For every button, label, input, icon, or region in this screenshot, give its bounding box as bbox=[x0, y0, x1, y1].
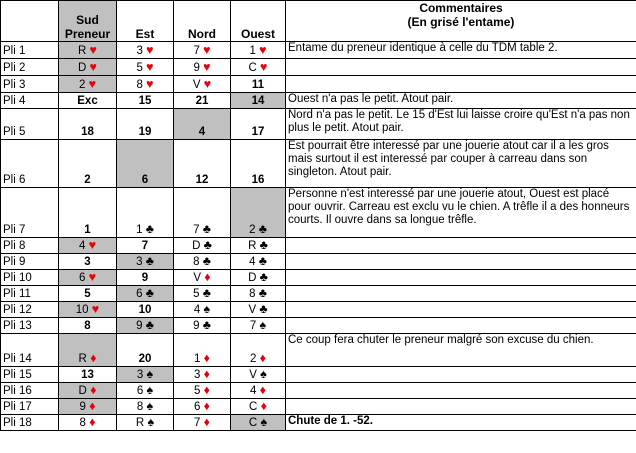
card-value: V bbox=[248, 304, 257, 316]
card-value: 7 bbox=[193, 45, 200, 57]
table-row bbox=[1, 254, 636, 270]
card-est bbox=[117, 254, 174, 270]
table-row bbox=[1, 109, 636, 140]
diamond-suit-icon: ♦ bbox=[260, 399, 267, 413]
card-est bbox=[117, 93, 174, 109]
card-value: D bbox=[78, 62, 87, 74]
club-suit-icon: ♣ bbox=[202, 254, 211, 268]
trick-label: Pli 16 bbox=[1, 383, 59, 399]
card-ouest bbox=[231, 334, 286, 367]
club-suit-icon: ♣ bbox=[202, 222, 211, 236]
diamond-suit-icon: ♦ bbox=[89, 399, 96, 413]
card-value: 16 bbox=[251, 174, 265, 186]
table-row bbox=[1, 302, 636, 318]
diamond-suit-icon: ♦ bbox=[90, 351, 97, 365]
header-ouest: Ouest bbox=[231, 1, 286, 42]
diamond-suit-icon: ♦ bbox=[259, 351, 266, 365]
heart-suit-icon: ♥ bbox=[203, 43, 211, 57]
card-nord bbox=[174, 140, 231, 188]
header-nord: Nord bbox=[174, 1, 231, 42]
card-value: 9 bbox=[136, 320, 143, 332]
card-sud bbox=[59, 254, 117, 270]
card-value: C bbox=[248, 417, 258, 429]
card-value: 3 bbox=[194, 369, 201, 381]
card-est bbox=[117, 109, 174, 140]
heart-suit-icon: ♥ bbox=[260, 60, 268, 74]
card-ouest bbox=[231, 42, 286, 59]
table-row bbox=[1, 270, 636, 286]
card-value: 2 bbox=[249, 224, 256, 236]
card-nord bbox=[174, 93, 231, 109]
spade-suit-icon: ♠ bbox=[260, 415, 268, 429]
club-suit-icon: ♣ bbox=[258, 222, 267, 236]
club-suit-icon: ♣ bbox=[258, 254, 267, 268]
card-value: 3 bbox=[136, 369, 144, 381]
card-value: 3 bbox=[136, 256, 143, 268]
club-suit-icon: ♣ bbox=[145, 222, 154, 236]
spade-suit-icon: ♠ bbox=[259, 318, 267, 332]
heart-suit-icon: ♥ bbox=[146, 43, 154, 57]
card-est bbox=[117, 270, 174, 286]
diamond-suit-icon: ♦ bbox=[90, 383, 97, 397]
table-row bbox=[1, 399, 636, 415]
card-ouest bbox=[231, 415, 286, 431]
card-value: 4 bbox=[193, 304, 201, 316]
card-sud bbox=[59, 415, 117, 431]
card-sud bbox=[59, 59, 117, 76]
card-value: 4 bbox=[249, 256, 256, 268]
trick-label: Pli 3 bbox=[1, 76, 59, 93]
card-est bbox=[117, 383, 174, 399]
club-suit-icon: ♣ bbox=[259, 302, 268, 316]
card-ouest bbox=[231, 399, 286, 415]
card-est bbox=[117, 318, 174, 334]
card-sud bbox=[59, 42, 117, 59]
card-value: C bbox=[249, 401, 258, 413]
card-ouest bbox=[231, 93, 286, 109]
card-sud bbox=[59, 286, 117, 302]
card-value: 4 bbox=[250, 385, 257, 397]
card-value: V bbox=[249, 369, 257, 381]
card-value: 2 bbox=[250, 353, 257, 365]
card-sud bbox=[59, 76, 117, 93]
trick-label: Pli 4 bbox=[1, 93, 59, 109]
heart-suit-icon: ♥ bbox=[203, 77, 212, 91]
card-value: 1 bbox=[194, 353, 201, 365]
card-est bbox=[117, 399, 174, 415]
card-sud bbox=[59, 238, 117, 254]
diamond-suit-icon: ♦ bbox=[203, 383, 210, 397]
card-value: 2 bbox=[84, 174, 91, 186]
comment-cell bbox=[286, 286, 636, 302]
comment-cell bbox=[286, 318, 636, 334]
comment-cell: Ouest n'a pas le petit. Atout pair. bbox=[286, 93, 636, 109]
club-suit-icon: ♣ bbox=[259, 270, 268, 284]
diamond-suit-icon: ♦ bbox=[203, 367, 210, 381]
card-value: 7 bbox=[249, 320, 257, 332]
table-row bbox=[1, 42, 636, 59]
card-value: R bbox=[78, 45, 87, 57]
trick-label: Pli 10 bbox=[1, 270, 59, 286]
table-row bbox=[1, 383, 636, 399]
card-value: 6 bbox=[78, 272, 86, 284]
table-row bbox=[1, 318, 636, 334]
card-nord bbox=[174, 42, 231, 59]
card-value: 10 bbox=[138, 304, 152, 316]
trick-label: Pli 5 bbox=[1, 109, 59, 140]
heart-suit-icon: ♥ bbox=[88, 270, 97, 284]
comments-subtitle: (En grisé l'entame) bbox=[407, 15, 515, 29]
table-row bbox=[1, 286, 636, 302]
card-ouest bbox=[231, 318, 286, 334]
card-value: 5 bbox=[194, 385, 201, 397]
heart-suit-icon: ♥ bbox=[203, 60, 211, 74]
comments-title: Commentaires bbox=[419, 1, 503, 15]
card-value: 17 bbox=[251, 126, 265, 138]
card-value: 8 bbox=[249, 288, 256, 300]
card-value: D bbox=[192, 240, 201, 252]
diamond-suit-icon: ♦ bbox=[259, 383, 266, 397]
card-value: 6 bbox=[141, 174, 149, 186]
comment-cell bbox=[286, 367, 636, 383]
table-row bbox=[1, 93, 636, 109]
header-comments bbox=[286, 1, 636, 42]
trick-label: Pli 8 bbox=[1, 238, 59, 254]
card-nord bbox=[174, 286, 231, 302]
card-value: 19 bbox=[138, 126, 152, 138]
trick-label: Pli 9 bbox=[1, 254, 59, 270]
card-sud bbox=[59, 399, 117, 415]
table-body bbox=[1, 42, 636, 431]
comment-cell bbox=[286, 383, 636, 399]
diamond-suit-icon: ♦ bbox=[203, 415, 210, 429]
card-value: 9 bbox=[79, 401, 86, 413]
header-row bbox=[1, 1, 636, 42]
heart-suit-icon: ♥ bbox=[89, 43, 97, 57]
trick-label: Pli 12 bbox=[1, 302, 59, 318]
card-value: R bbox=[248, 240, 257, 252]
comment-cell bbox=[286, 76, 636, 93]
card-value: 14 bbox=[251, 95, 265, 107]
card-nord bbox=[174, 59, 231, 76]
card-nord bbox=[174, 76, 231, 93]
card-value: 13 bbox=[81, 369, 94, 381]
card-value: 1 bbox=[136, 224, 143, 236]
card-sud bbox=[59, 318, 117, 334]
card-est bbox=[117, 367, 174, 383]
card-sud bbox=[59, 93, 117, 109]
card-value: 5 bbox=[136, 62, 143, 74]
club-suit-icon: ♣ bbox=[145, 254, 154, 268]
heart-suit-icon: ♥ bbox=[259, 43, 267, 57]
comment-cell: Chute de 1. -52. bbox=[286, 415, 636, 431]
club-suit-icon: ♣ bbox=[202, 318, 211, 332]
table-row bbox=[1, 367, 636, 383]
table-row bbox=[1, 188, 636, 238]
card-value: 6 bbox=[194, 401, 201, 413]
card-value: 5 bbox=[193, 288, 200, 300]
card-value: 12 bbox=[195, 174, 209, 186]
card-value: 15 bbox=[138, 95, 152, 107]
card-value: D bbox=[78, 385, 87, 397]
card-est bbox=[117, 238, 174, 254]
card-est bbox=[117, 286, 174, 302]
card-ouest bbox=[231, 383, 286, 399]
card-sud bbox=[59, 270, 117, 286]
card-sud bbox=[59, 188, 117, 238]
diamond-suit-icon: ♦ bbox=[203, 351, 210, 365]
card-value: 6 bbox=[136, 385, 144, 397]
card-value: 7 bbox=[141, 240, 149, 252]
header-preneur: Sud Preneur bbox=[59, 1, 117, 42]
card-est bbox=[117, 42, 174, 59]
card-value: 6 bbox=[136, 288, 143, 300]
table-row bbox=[1, 59, 636, 76]
comment-cell bbox=[286, 254, 636, 270]
card-value: 8 bbox=[193, 256, 200, 268]
card-value: 3 bbox=[84, 256, 91, 268]
card-value: V bbox=[192, 79, 201, 91]
card-sud bbox=[59, 302, 117, 318]
card-sud bbox=[59, 140, 117, 188]
header-pli bbox=[1, 1, 59, 42]
card-value: 21 bbox=[195, 95, 209, 107]
card-value: 20 bbox=[138, 353, 152, 365]
trick-label: Pli 2 bbox=[1, 59, 59, 76]
trick-label: Pli 17 bbox=[1, 399, 59, 415]
trick-label: Pli 18 bbox=[1, 415, 59, 431]
club-suit-icon: ♣ bbox=[202, 286, 211, 300]
header-est: Est bbox=[117, 1, 174, 42]
card-value: R bbox=[135, 417, 145, 429]
card-value: V bbox=[193, 272, 202, 284]
spade-suit-icon: ♠ bbox=[146, 383, 154, 397]
card-nord bbox=[174, 334, 231, 367]
card-ouest bbox=[231, 188, 286, 238]
heart-suit-icon: ♥ bbox=[88, 238, 97, 252]
spade-suit-icon: ♠ bbox=[146, 367, 154, 381]
card-ouest bbox=[231, 140, 286, 188]
spade-suit-icon: ♠ bbox=[147, 415, 155, 429]
card-nord bbox=[174, 109, 231, 140]
heart-suit-icon: ♥ bbox=[88, 77, 97, 91]
card-ouest bbox=[231, 270, 286, 286]
card-value: C bbox=[248, 62, 257, 74]
card-value: D bbox=[248, 272, 257, 284]
club-suit-icon: ♣ bbox=[145, 286, 154, 300]
card-nord bbox=[174, 415, 231, 431]
comment-cell bbox=[286, 302, 636, 318]
diamond-suit-icon: ♦ bbox=[204, 270, 211, 284]
card-ouest bbox=[231, 302, 286, 318]
card-est bbox=[117, 140, 174, 188]
card-est bbox=[117, 334, 174, 367]
table-row bbox=[1, 140, 636, 188]
card-sud bbox=[59, 367, 117, 383]
card-value: 4 bbox=[78, 240, 86, 252]
club-suit-icon: ♣ bbox=[259, 238, 268, 252]
card-est bbox=[117, 188, 174, 238]
card-nord bbox=[174, 367, 231, 383]
trick-label: Pli 1 bbox=[1, 42, 59, 59]
card-nord bbox=[174, 302, 231, 318]
card-value: R bbox=[78, 353, 87, 365]
spade-suit-icon: ♠ bbox=[146, 399, 154, 413]
trick-label: Pli 11 bbox=[1, 286, 59, 302]
card-value: 8 bbox=[79, 417, 86, 429]
comment-cell: Est pourrait être interessé par une jouerie atout car il a les gros mais surtout il est interessé par couper à carreau dans son singleton. Atout pair. bbox=[286, 140, 636, 188]
trick-label: Pli 14 bbox=[1, 334, 59, 367]
club-suit-icon: ♣ bbox=[258, 286, 267, 300]
card-value: 9 bbox=[141, 272, 149, 284]
card-value: 5 bbox=[84, 288, 91, 300]
card-est bbox=[117, 59, 174, 76]
card-value: 3 bbox=[136, 45, 143, 57]
spade-suit-icon: ♠ bbox=[203, 302, 211, 316]
card-nord bbox=[174, 188, 231, 238]
card-value: 9 bbox=[193, 62, 200, 74]
club-suit-icon: ♣ bbox=[203, 238, 212, 252]
trick-label: Pli 6 bbox=[1, 140, 59, 188]
diamond-suit-icon: ♦ bbox=[89, 415, 96, 429]
heart-suit-icon: ♥ bbox=[146, 60, 154, 74]
card-value: Exc bbox=[77, 95, 98, 107]
card-est bbox=[117, 302, 174, 318]
card-value: 10 bbox=[75, 304, 89, 316]
table-row bbox=[1, 334, 636, 367]
card-value: 8 bbox=[136, 401, 144, 413]
comment-cell: Personne n'est interessé par une jouerie atout, Ouest est placé pour ouvrir. Carreau est exclu vu le chien. A trêfle il a des honneurs courts. Il ouvre dans sa longue trêfle. bbox=[286, 188, 636, 238]
card-ouest bbox=[231, 286, 286, 302]
comment-cell bbox=[286, 59, 636, 76]
comment-cell: Entame du preneur identique à celle du TDM table 2. bbox=[286, 42, 636, 59]
comment-cell: Nord n'a pas le petit. Le 15 d'Est lui laisse croire qu'Est n'a pas non plus le petit. Atout pair. bbox=[286, 109, 636, 140]
card-value: 7 bbox=[194, 417, 201, 429]
card-value: 18 bbox=[81, 126, 94, 138]
card-value: 9 bbox=[193, 320, 200, 332]
card-value: 8 bbox=[136, 79, 143, 91]
diamond-suit-icon: ♦ bbox=[203, 399, 210, 413]
card-ouest bbox=[231, 238, 286, 254]
card-ouest bbox=[231, 109, 286, 140]
heart-suit-icon: ♥ bbox=[91, 302, 100, 316]
spade-suit-icon: ♠ bbox=[260, 367, 267, 381]
card-nord bbox=[174, 238, 231, 254]
card-est bbox=[117, 76, 174, 93]
card-ouest bbox=[231, 367, 286, 383]
comment-cell bbox=[286, 238, 636, 254]
card-nord bbox=[174, 399, 231, 415]
card-value: 7 bbox=[193, 224, 200, 236]
trick-label: Pli 15 bbox=[1, 367, 59, 383]
comment-cell: Ce coup fera chuter le preneur malgré son excuse du chien. bbox=[286, 334, 636, 367]
card-sud bbox=[59, 334, 117, 367]
table-row bbox=[1, 76, 636, 93]
table-row bbox=[1, 415, 636, 431]
card-ouest bbox=[231, 254, 286, 270]
card-sud bbox=[59, 383, 117, 399]
table-row bbox=[1, 238, 636, 254]
heart-suit-icon: ♥ bbox=[89, 60, 97, 74]
card-value: 1 bbox=[84, 224, 91, 236]
card-ouest bbox=[231, 76, 286, 93]
card-sud bbox=[59, 109, 117, 140]
card-value: 11 bbox=[251, 79, 265, 91]
card-nord bbox=[174, 318, 231, 334]
card-value: 4 bbox=[198, 126, 206, 138]
card-value: 8 bbox=[84, 320, 91, 332]
trick-label: Pli 7 bbox=[1, 188, 59, 238]
heart-suit-icon: ♥ bbox=[146, 77, 154, 91]
comment-cell bbox=[286, 270, 636, 286]
card-nord bbox=[174, 270, 231, 286]
card-value: 1 bbox=[249, 45, 256, 57]
card-ouest bbox=[231, 59, 286, 76]
card-nord bbox=[174, 383, 231, 399]
club-suit-icon: ♣ bbox=[145, 318, 154, 332]
card-nord bbox=[174, 254, 231, 270]
trick-label: Pli 13 bbox=[1, 318, 59, 334]
card-est bbox=[117, 415, 174, 431]
comment-cell bbox=[286, 399, 636, 415]
card-value: 2 bbox=[78, 79, 86, 91]
